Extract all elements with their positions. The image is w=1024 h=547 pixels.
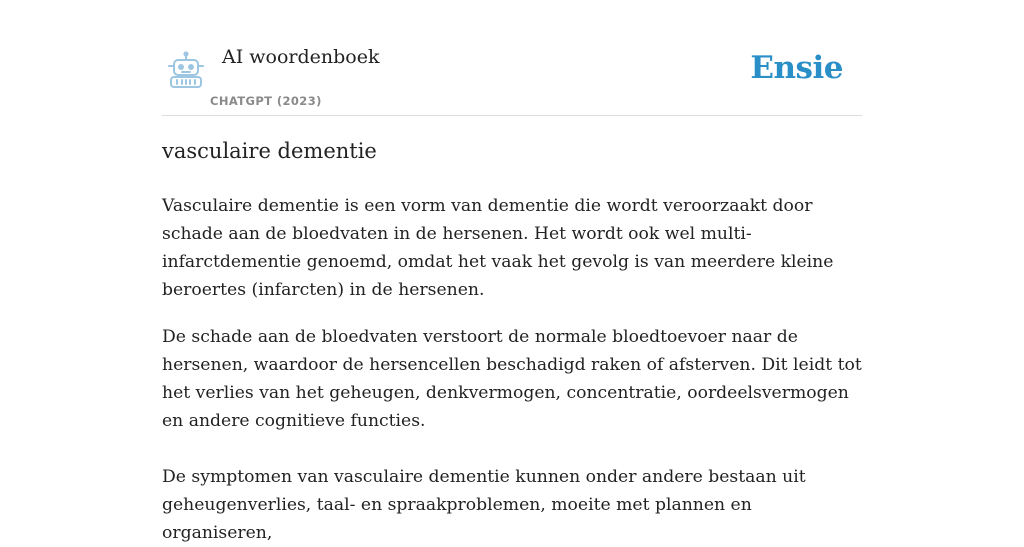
definition-paragraph-3: De symptomen van vasculaire dementie kunnen onder andere bestaan uit geheugenverlies, taal- en spraakproblemen, moeite met plannen en organiseren, (162, 467, 806, 543)
source-label: CHATGPT (2023) (210, 94, 322, 108)
term-title: vasculaire dementie (162, 139, 377, 163)
definition-paragraph-1: Vasculaire dementie is een vorm van dementie die wordt veroorzaakt door schade aan de bloedvaten in de hersenen. Het wordt ook wel multi-infarctdementie genoemd, omdat het vaak het gevolg is van meerdere kleine beroertes (infarcten) in de hersenen. (162, 196, 834, 300)
definition-paragraph-2: De schade aan de bloedvaten verstoort de normale bloedtoevoer naar de hersenen, waardoor de hersencellen beschadigd raken of afsterven. Dit leidt tot het verlies van het geheugen, denkvermogen, concentratie, oordeelsvermogen en andere cognitieve functies. (162, 327, 862, 431)
page-header (162, 36, 862, 116)
dictionary-title[interactable]: AI woordenboek (222, 46, 380, 68)
ensie-logo[interactable]: Ensie (750, 50, 843, 86)
robot-icon (165, 51, 207, 91)
